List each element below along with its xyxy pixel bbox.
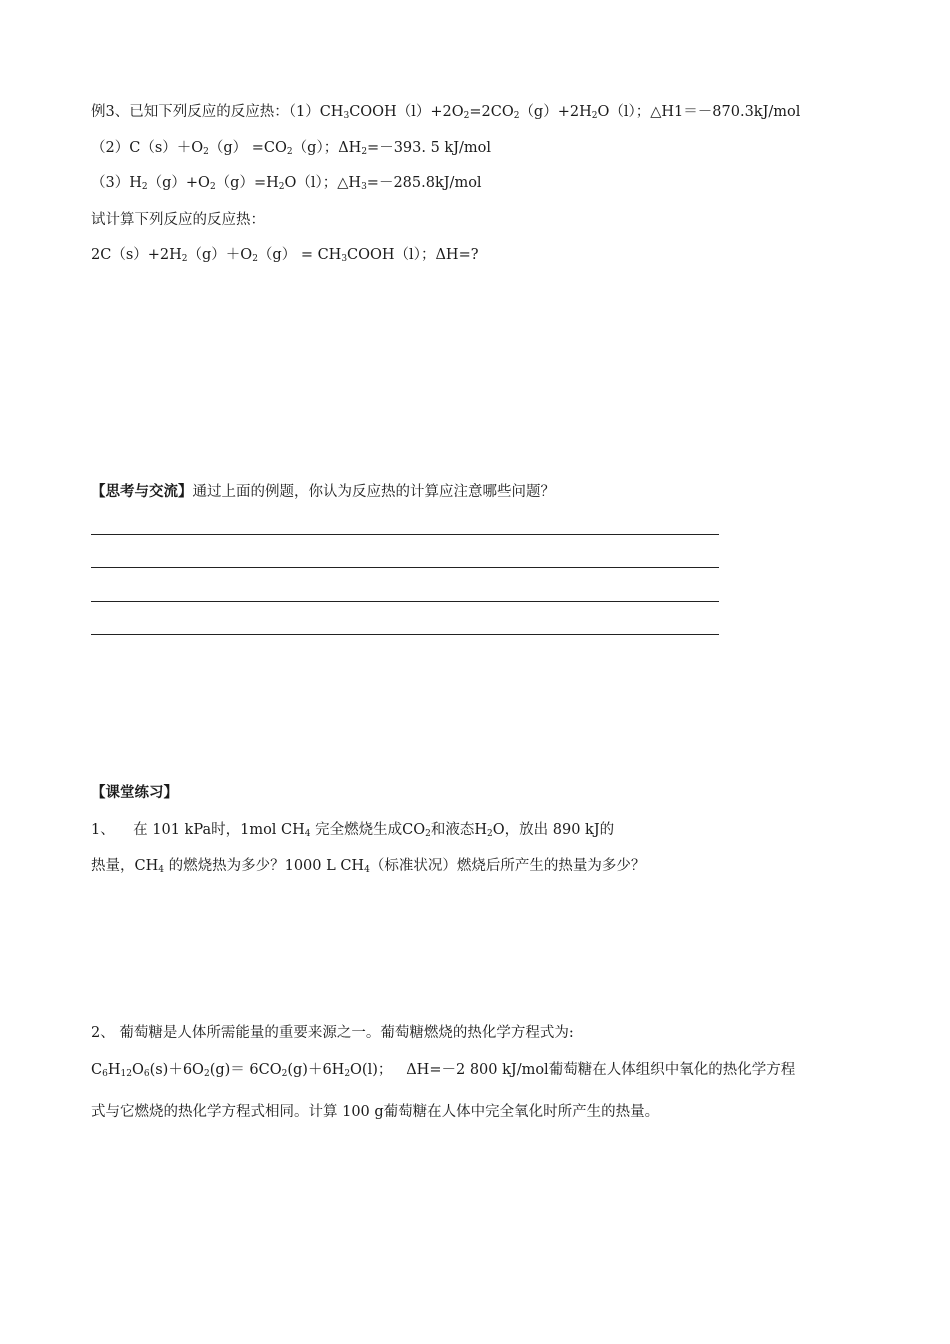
answer-line xyxy=(91,601,719,602)
text: （标准状况）燃烧后所产生的热量为多少？ xyxy=(369,858,646,874)
text: (g)＝ 6CO xyxy=(209,1062,282,1078)
subscript: 6 xyxy=(102,1069,108,1079)
subscript: 2 xyxy=(591,111,598,121)
text: =－393. 5 kJ/mol xyxy=(367,140,492,156)
text: (g)＋6H xyxy=(287,1062,345,1078)
text: 2C（s）+2H xyxy=(91,247,182,263)
practice-q2-line3: 式与它燃烧的热化学方程式相同。计算 100 g葡萄糖在人体中完全氧化时所产生的热量。 xyxy=(91,1104,660,1120)
text: COOH（l）；ΔH=? xyxy=(347,247,479,263)
text: （g）；ΔH xyxy=(292,140,362,156)
answer-line xyxy=(91,534,719,535)
discussion-heading: 【思考与交流】 xyxy=(91,483,193,500)
text: =－285.8kJ/mol xyxy=(366,175,482,191)
subscript: 2 xyxy=(278,182,285,192)
text: O（l）；△H1＝－870.3kJ/mol xyxy=(597,104,801,120)
text: O(l)； ΔH=－2 800 kJ/mol葡萄糖在人体组织中氧化的热化学方程 xyxy=(350,1062,796,1078)
subscript: 2 xyxy=(487,829,493,839)
answer-line xyxy=(91,634,719,635)
practice-q1-line2 xyxy=(91,856,645,876)
subscript: 2 xyxy=(344,1069,351,1079)
subscript: 2 xyxy=(181,254,188,264)
text: =2CO xyxy=(469,104,514,120)
subscript: 3 xyxy=(343,111,350,121)
subscript: 6 xyxy=(143,1069,150,1079)
answer-line xyxy=(91,567,719,568)
example3-target-equation xyxy=(91,245,479,265)
text: O，放出 890 kJ的 xyxy=(492,822,615,838)
text: （3）H xyxy=(91,175,142,191)
text: (s)＋6O xyxy=(149,1062,204,1078)
text: （g）=H xyxy=(215,175,279,191)
example3-line3 xyxy=(91,173,482,193)
subscript: 3 xyxy=(361,182,367,192)
subscript: 2 xyxy=(141,182,148,192)
practice-q1-line1 xyxy=(91,820,614,840)
discussion-text: 通过上面的例题，你认为反应热的计算应注意哪些问题？ xyxy=(192,484,555,500)
subscript: 2 xyxy=(203,147,209,157)
subscript: 2 xyxy=(286,147,293,157)
practice-heading: 【课堂练习】 xyxy=(91,784,178,801)
subscript: 2 xyxy=(361,147,368,157)
text: （g）＋O xyxy=(187,247,253,263)
subscript: 4 xyxy=(304,829,311,839)
text: 热量，CH xyxy=(91,858,159,874)
text: （g）+2H xyxy=(519,104,592,120)
text: （2）C（s）＋O xyxy=(91,140,204,156)
text: O（l）；△H xyxy=(284,175,362,191)
subscript: 2 xyxy=(513,111,520,121)
example3-line2 xyxy=(91,138,491,158)
text: （g）+O xyxy=(147,175,210,191)
subscript: 2 xyxy=(252,254,258,264)
example3-line1 xyxy=(91,102,800,122)
subscript: 2 xyxy=(425,829,431,839)
text: 和液态H xyxy=(430,822,488,838)
text: （g） =CO xyxy=(208,140,287,156)
text: （g） = CH xyxy=(257,247,342,263)
practice-q2-line2 xyxy=(91,1060,795,1080)
subscript: 12 xyxy=(120,1069,132,1079)
text: 的燃烧热为多少？1000 L CH xyxy=(163,858,365,874)
subscript: 2 xyxy=(281,1069,288,1079)
practice-q2-line1: 2、 葡萄糖是人体所需能量的重要来源之一。葡萄糖燃烧的热化学方程式为: xyxy=(91,1025,574,1041)
text: O xyxy=(131,1062,144,1078)
text: 例3、已知下列反应的反应热：（1）CH xyxy=(91,104,344,120)
subscript: 2 xyxy=(463,111,470,121)
text: COOH（l）+2O xyxy=(349,104,464,120)
subscript: 3 xyxy=(341,254,348,264)
example3-prompt: 试计算下列反应的反应热： xyxy=(91,212,265,228)
subscript: 2 xyxy=(203,1069,210,1079)
text: H xyxy=(107,1062,121,1078)
subscript: 2 xyxy=(209,182,216,192)
subscript: 4 xyxy=(158,865,164,875)
subscript: 4 xyxy=(364,865,370,875)
text: 1、 在 101 kPa时，1mol CH xyxy=(91,822,305,838)
text: 完全燃烧生成CO xyxy=(310,822,426,838)
discussion-line xyxy=(91,482,555,502)
text: C xyxy=(91,1062,103,1078)
